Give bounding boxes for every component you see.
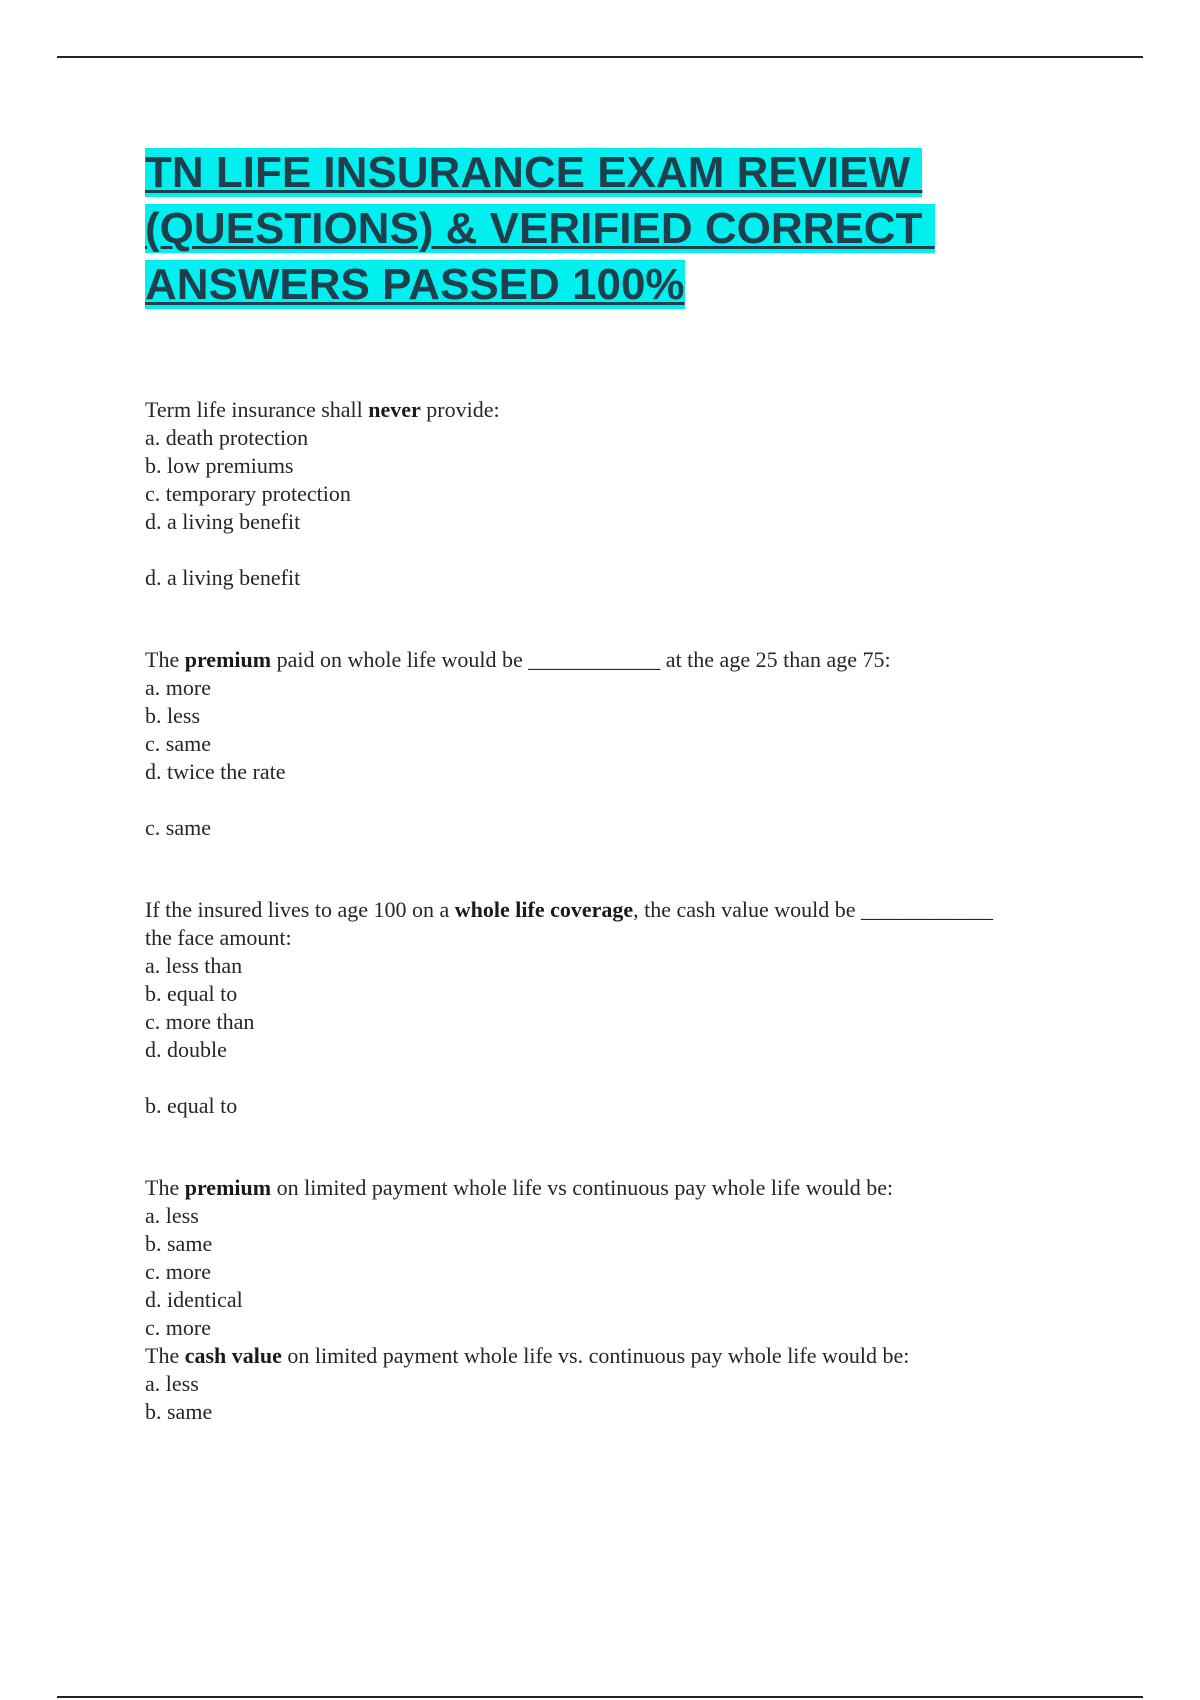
top-rule (57, 56, 1143, 58)
question-2-option-d: d. twice the rate (145, 759, 286, 784)
question-3-answer: b. equal to (145, 1093, 238, 1118)
question-2 (145, 646, 1085, 842)
question-4-option-b: b. same (145, 1231, 213, 1256)
question-4-answer: c. more (145, 1315, 211, 1340)
question-2-option-c: c. same (145, 731, 211, 756)
question-2-text: The premium paid on whole life would be ____________ at the age 25 than age 75: (145, 647, 891, 672)
question-3-option-b: b. equal to (145, 981, 238, 1006)
question-1-option-d: d. a living benefit (145, 509, 301, 534)
bottom-rule (57, 1696, 1143, 1698)
question-3-text-cont: the face amount: (145, 925, 292, 950)
title-line-3: ANSWERS PASSED 100% (145, 260, 685, 309)
question-5-option-b: b. same (145, 1399, 213, 1424)
question-4-option-c: c. more (145, 1259, 211, 1284)
question-4-text: The premium on limited payment whole life vs continuous pay whole life would be: (145, 1175, 894, 1200)
question-1-text: Term life insurance shall never provide: (145, 397, 500, 422)
question-3-text: If the insured lives to age 100 on a whole life coverage, the cash value would be ____________ (145, 897, 994, 922)
title-line-2: (QUESTIONS) & VERIFIED CORRECT (145, 204, 935, 253)
question-3 (145, 896, 1085, 1120)
question-4 (145, 1174, 1085, 1426)
question-3-option-d: d. double (145, 1037, 227, 1062)
question-5-option-a: a. less (145, 1371, 199, 1396)
question-2-answer: c. same (145, 815, 211, 840)
question-5-text: The cash value on limited payment whole life vs. continuous pay whole life would be: (145, 1343, 910, 1368)
question-2-option-a: a. more (145, 675, 211, 700)
document-title (145, 145, 1085, 313)
question-1-option-b: b. low premiums (145, 453, 294, 478)
question-1-option-a: a. death protection (145, 425, 309, 450)
question-3-option-c: c. more than (145, 1009, 255, 1034)
question-3-option-a: a. less than (145, 953, 243, 978)
question-1-option-c: c. temporary protection (145, 481, 351, 506)
question-4-option-d: d. identical (145, 1287, 243, 1312)
question-1-answer: d. a living benefit (145, 565, 301, 590)
question-4-option-a: a. less (145, 1203, 199, 1228)
title-line-1: TN LIFE INSURANCE EXAM REVIEW (145, 148, 923, 197)
question-2-option-b: b. less (145, 703, 200, 728)
question-1 (145, 396, 1085, 592)
